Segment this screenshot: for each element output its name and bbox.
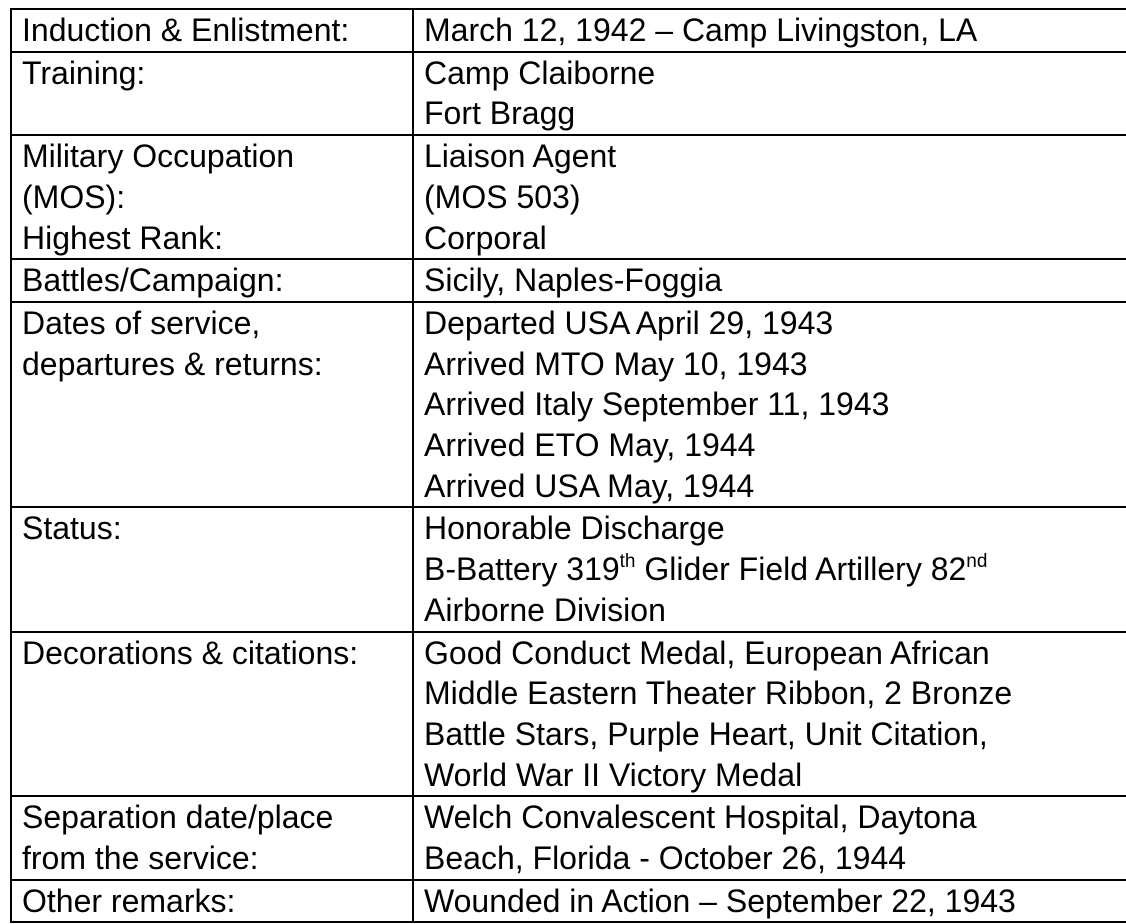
value-line: Arrived Italy September 11, 1943 — [424, 386, 890, 423]
label-battles — [11, 259, 413, 302]
label-line: Induction & Enlistment: — [22, 12, 350, 48]
row-occupation-rank — [11, 135, 1126, 259]
value-training — [413, 52, 1126, 135]
label-line: Training: — [22, 54, 146, 91]
status-unit-part2: Glider Field Artillery 82 — [635, 551, 967, 588]
label-induction — [11, 9, 413, 52]
value-other-remarks — [413, 880, 1126, 923]
value-line: Arrived USA May, 1944 — [424, 467, 755, 504]
value-line: World War II Victory Medal — [424, 756, 803, 793]
label-line: Highest Rank: — [22, 219, 223, 256]
value-status — [413, 507, 1126, 631]
value-line: Sicily, Naples-Foggia — [424, 262, 723, 299]
label-status — [11, 507, 413, 631]
label-line: (MOS): — [22, 178, 126, 215]
label-separation — [11, 796, 413, 879]
status-unit-sup1: th — [619, 551, 636, 573]
value-line: Welch Convalescent Hospital, Daytona — [424, 799, 977, 836]
label-line: Separation date/place — [22, 799, 334, 836]
value-separation — [413, 796, 1126, 879]
status-unit-line — [424, 549, 1126, 590]
label-line: Other remarks: — [22, 882, 236, 919]
label-line: Dates of service, — [22, 304, 261, 341]
value-battles — [413, 259, 1126, 302]
label-line: Status: — [22, 510, 122, 547]
value-line: Battle Stars, Purple Heart, Unit Citation, — [424, 715, 988, 752]
value-occupation-rank — [413, 135, 1126, 259]
value-decorations — [413, 632, 1126, 797]
value-line: Middle Eastern Theater Ribbon, 2 Bronze — [424, 675, 1013, 712]
value-induction — [413, 9, 1126, 52]
value-dates-of-service — [413, 302, 1126, 508]
label-other-remarks — [11, 880, 413, 923]
value-line: Departed USA April 29, 1943 — [424, 304, 834, 341]
label-training — [11, 52, 413, 135]
status-unit-part1: B-Battery 319 — [424, 551, 620, 588]
value-line: Arrived MTO May 10, 1943 — [424, 345, 808, 382]
service-record-table — [10, 8, 1126, 923]
row-battles — [11, 259, 1126, 302]
row-status — [11, 507, 1126, 631]
value-line: Corporal — [424, 219, 547, 256]
value-line: Honorable Discharge — [424, 510, 725, 547]
row-decorations — [11, 632, 1126, 797]
label-line: Military Occupation — [22, 138, 295, 175]
value-line: (MOS 503) — [424, 178, 581, 215]
label-dates-of-service — [11, 302, 413, 508]
value-line: Camp Claiborne — [424, 54, 656, 91]
value-line: Fort Bragg — [424, 95, 576, 132]
value-line: Airborne Division — [424, 591, 666, 628]
value-line: Good Conduct Medal, European African — [424, 634, 990, 671]
value-line: Wounded in Action – September 22, 1943 — [424, 882, 1016, 919]
value-line: Arrived ETO May, 1944 — [424, 427, 756, 464]
row-other-remarks — [11, 880, 1126, 923]
label-line: departures & returns: — [22, 345, 323, 382]
label-occupation-rank — [11, 135, 413, 259]
label-decorations — [11, 632, 413, 797]
status-unit-sup2: nd — [966, 551, 988, 573]
value-line: Beach, Florida - October 26, 1944 — [424, 840, 907, 877]
label-line: from the service: — [22, 840, 259, 877]
label-line: Battles/Campaign: — [22, 262, 284, 299]
row-dates-of-service — [11, 302, 1126, 508]
row-separation — [11, 796, 1126, 879]
row-training — [11, 52, 1126, 135]
value-line: Liaison Agent — [424, 138, 617, 175]
value-line: March 12, 1942 – Camp Livingston, LA — [424, 12, 978, 48]
row-induction — [11, 9, 1126, 52]
label-line: Decorations & citations: — [22, 634, 359, 671]
